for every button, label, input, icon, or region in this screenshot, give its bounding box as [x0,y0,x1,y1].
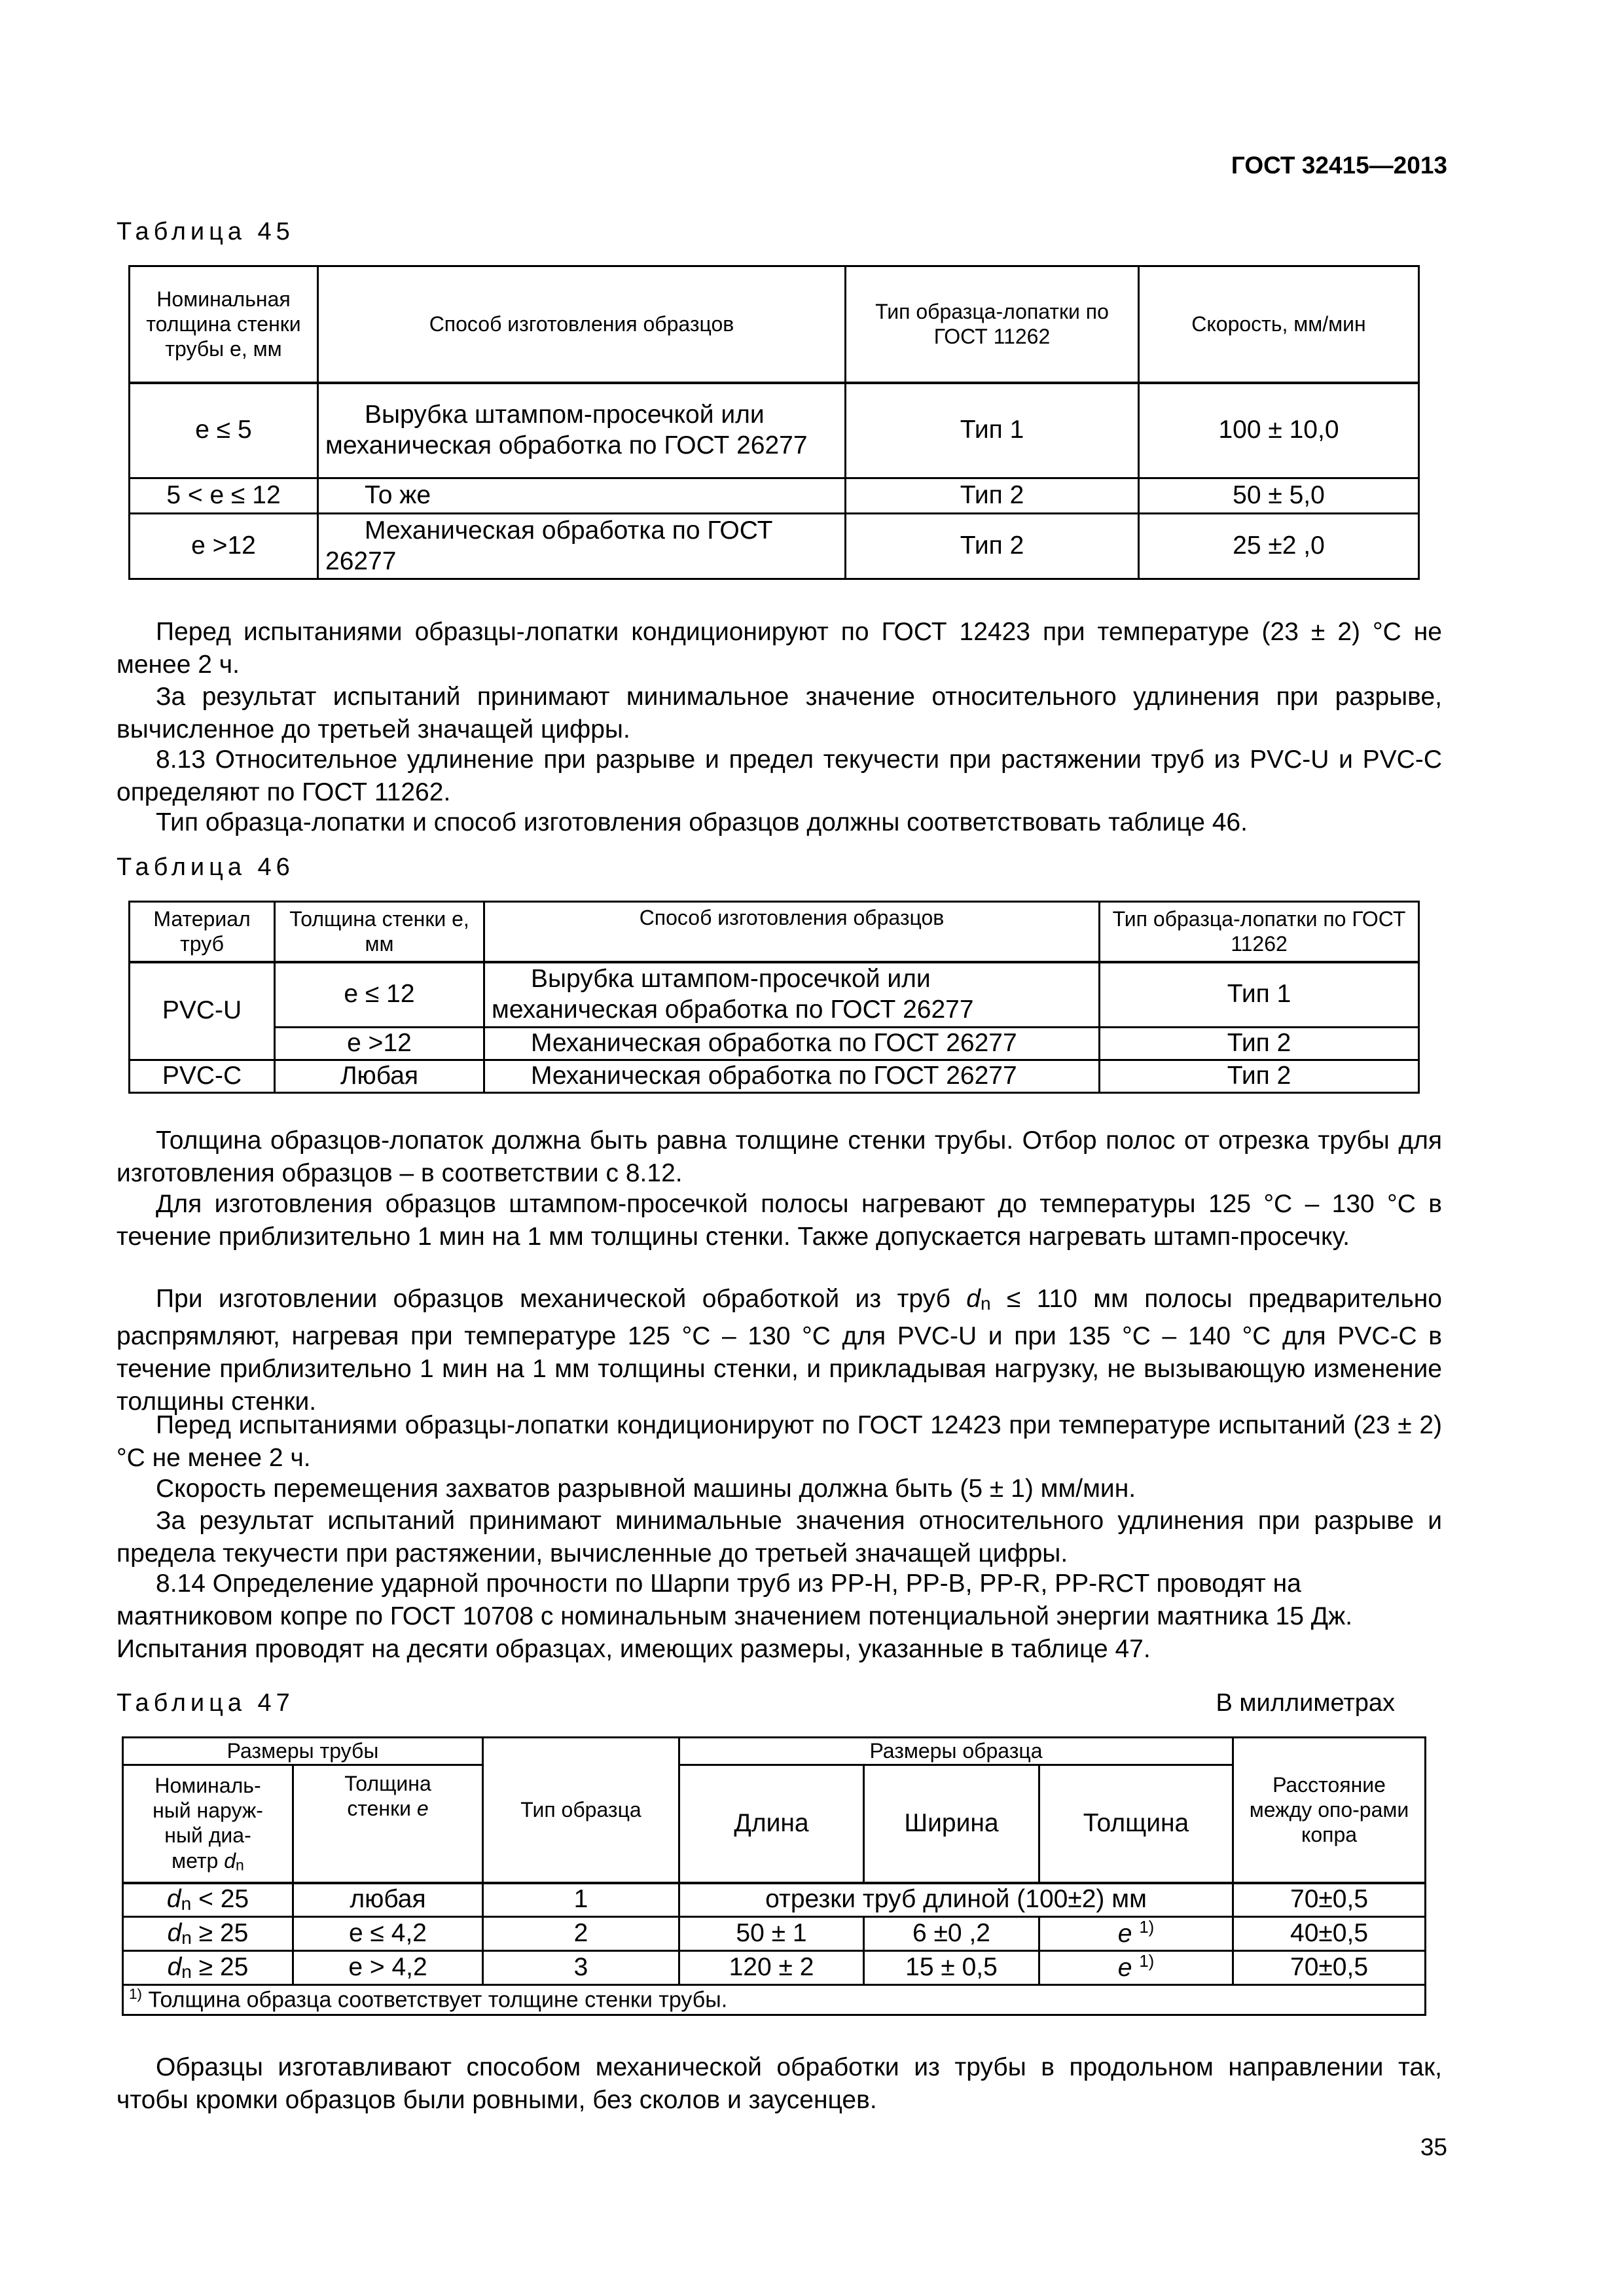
table-45-header-method: Способ изготовления образцов [318,266,846,383]
table-47-group-pipe: Размеры трубы [123,1738,483,1765]
table-row [130,962,1419,1028]
table-47-cell-distance: 40±0,5 [1233,1917,1426,1951]
table-47-cell-width: 15 ± 0,5 [864,1951,1039,1985]
table-46-cell-thickness: e ≤ 12 [275,962,484,1028]
paragraph: 8.14 Определение ударной прочности по Шарпи труб из PP-H, PP-B, PP-R, PP-RCT проводят на маятниковом копре по ГОСТ 10708 с номинальным значением потенциальной энергии маятника 15 Дж. Испытания проводят на десяти образцах, имеющих размеры, указанные в таблице 47. [117,1570,1353,1663]
paragraph: Тип образца-лопатки и способ изготовления образцов должны соответствовать таблице 46. [156,808,1248,836]
table-47-cell-thickness: e $^{1)}$ [1039,1917,1233,1951]
table-47-footnote: $^{1)}$ Толщина образца соответствует толщине стенки трубы. [123,1985,1426,2015]
table-47-cell-type: 2 [483,1917,679,1951]
table-47-cell-length: 50 ± 1 [679,1917,864,1951]
table-45-cell-type: Тип 2 [846,478,1139,514]
table-45-header-speed: Скорость, мм/мин [1139,266,1419,383]
table-46-cell-thickness: e >12 [275,1028,484,1060]
paragraph: Перед испытаниями образцы-лопатки кондиционируют по ГОСТ 12423 при температуре испытаний (23 ± 2) °С не менее 2 ч. [117,1411,1442,1472]
table-47-cell-wall: e ≤ 4,2 [293,1917,483,1951]
table-46-cell-method: Механическая обработка по ГОСТ 26277 [484,1060,1100,1093]
table-47-header-type: Тип образца [483,1738,679,1883]
table-46-cell-type: Тип 2 [1100,1060,1419,1093]
table-45-cell-speed: 50 ± 5,0 [1139,478,1419,514]
table-47-cell-diameter: dn ≥ 25 [123,1917,293,1951]
table-45-cell-type: Тип 1 [846,383,1139,478]
table-47-cell-span: отрезки труб длиной (100±2) мм [679,1883,1233,1917]
table-47-header-length: Длина [679,1765,864,1883]
closing-paragraph: Образцы изготавливают способом механической обработки из трубы в продольном направлении так, чтобы кромки образцов были ровными, без сколов и заусенцев. [117,2053,1442,2114]
table-45-cell-method: То же [318,478,846,514]
table-47-cell-type: 3 [483,1951,679,1985]
table-47 [122,1736,1426,2016]
table-row [130,514,1419,579]
table-46 [128,901,1420,1094]
table-row [130,1060,1419,1093]
table-46-header-thickness: Толщина стенки e, мм [275,902,484,962]
paragraph: 8.13 Относительное удлинение при разрыве и предел текучести при растяжении труб из PVC-U и PVC-С определяют по ГОСТ 11262. [117,745,1442,806]
table-row [130,1028,1419,1060]
table-45-cell-speed: 25 ±2 ,0 [1139,514,1419,579]
table-row [130,383,1419,478]
table-45-header-row [130,266,1419,383]
table-47-footnote-row [123,1985,1426,2015]
table-47-header-thickness: Толщина [1039,1765,1233,1883]
table-45-cell-method: Вырубка штампом-просечкой или механическая обработка по ГОСТ 26277 [318,383,846,478]
table-46-header-method: Способ изготовления образцов [484,902,1100,962]
paragraph: За результат испытаний принимают минимальные значения относительного удлинения при разрыве и предела текучести при растяжении, вычисленные до третьей значащей цифры. [117,1507,1442,1568]
document-header: ГОСТ 32415—2013 [1231,152,1447,179]
table-46-cell-thickness: Любая [275,1060,484,1093]
table-47-cell-thickness: e $^{1)}$ [1039,1951,1233,1985]
table-47-cell-diameter: dn < 25 [123,1883,293,1917]
table-row [123,1951,1426,1985]
table-45-cell-method: Механическая обработка по ГОСТ 26277 [318,514,846,579]
table-46-cell-material: PVC-С [130,1060,275,1093]
table-46-header-material: Материал труб [130,902,275,962]
paragraph: Для изготовления образцов штампом-просечкой полосы нагревают до температуры 125 °С – 130 °С в течение приблизительно 1 мин на 1 мм толщины стенки. Также допускается нагревать штамп-просечку. [117,1190,1442,1251]
table-47-cell-length: 120 ± 2 [679,1951,864,1985]
table-45-cell-thickness: e >12 [130,514,318,579]
table-row [130,478,1419,514]
table-46-cell-type: Тип 1 [1100,962,1419,1028]
table-47-cell-diameter: dn ≥ 25 [123,1951,293,1985]
page-number: 35 [1420,2134,1447,2161]
table-46-header-row [130,902,1419,962]
table-45 [128,265,1420,580]
table-46-cell-material: PVC-U [130,962,275,1060]
table-45-cell-speed: 100 ± 10,0 [1139,383,1419,478]
table-47-cell-wall: любая [293,1883,483,1917]
table-45-cell-type: Тип 2 [846,514,1139,579]
table-47-caption: Таблица 47 [117,1689,295,1717]
table-47-header-distance: Расстояние между опо-рами копра [1233,1738,1426,1883]
paragraph: При изготовлении образцов механической обработкой из труб dn ≤ 110 мм полосы предварительно распрямляют, нагревая при температуре 125 °С – 130 °С для PVC-U и при 135 °С – 140 °С для PVC-С в течение приблизительно 1 мин на 1 мм толщины стенки, и прикладывая нагрузку, не вызывающую изменение толщины стенки. [117,1285,1442,1416]
table-47-cell-distance: 70±0,5 [1233,1883,1426,1917]
table-47-group-row [123,1738,1426,1765]
table-47-cell-type: 1 [483,1883,679,1917]
table-47-group-sample: Размеры образца [679,1738,1233,1765]
table-47-header-row [123,1765,1426,1883]
table-47-header-wall: Толщина стенки e [293,1765,483,1883]
table-47-header-width: Ширина [864,1765,1039,1883]
paragraph: Толщина образцов-лопаток должна быть равна толщине стенки трубы. Отбор полос от отрезка трубы для изготовления образцов – в соответствии с 8.12. [117,1126,1442,1187]
table-46-header-type: Тип образца-лопатки по ГОСТ 11262 [1100,902,1419,962]
table-47-units: В миллиметрах [1216,1689,1395,1717]
table-row [123,1883,1426,1917]
table-45-cell-thickness: e ≤ 5 [130,383,318,478]
table-46-cell-method: Вырубка штампом-просечкой или механическая обработка по ГОСТ 26277 [484,962,1100,1028]
table-46-caption: Таблица 46 [117,853,295,881]
table-47-cell-distance: 70±0,5 [1233,1951,1426,1985]
table-47-cell-wall: e > 4,2 [293,1951,483,1985]
table-45-header-type: Тип образца-лопатки по ГОСТ 11262 [846,266,1139,383]
table-row [123,1917,1426,1951]
table-45-header-thickness: Номинальная толщина стенки трубы e, мм [130,266,318,383]
paragraph: Скорость перемещения захватов разрывной машины должна быть (5 ± 1) мм/мин. [156,1475,1136,1503]
table-46-cell-type: Тип 2 [1100,1028,1419,1060]
table-45-caption: Таблица 45 [117,218,295,245]
table-46-cell-method: Механическая обработка по ГОСТ 26277 [484,1028,1100,1060]
table-47-header-diameter: Номиналь- ный наруж- ный диа- метр dn [123,1765,293,1883]
table-47-cell-width: 6 ±0 ,2 [864,1917,1039,1951]
paragraph: За результат испытаний принимают минимальное значение относительного удлинения при разрыве, вычисленное до третьей значащей цифры. [117,683,1442,744]
paragraph: Перед испытаниями образцы-лопатки кондиционируют по ГОСТ 12423 при температуре (23 ± 2) °С не менее 2 ч. [117,618,1442,679]
table-45-cell-thickness: 5 < e ≤ 12 [130,478,318,514]
